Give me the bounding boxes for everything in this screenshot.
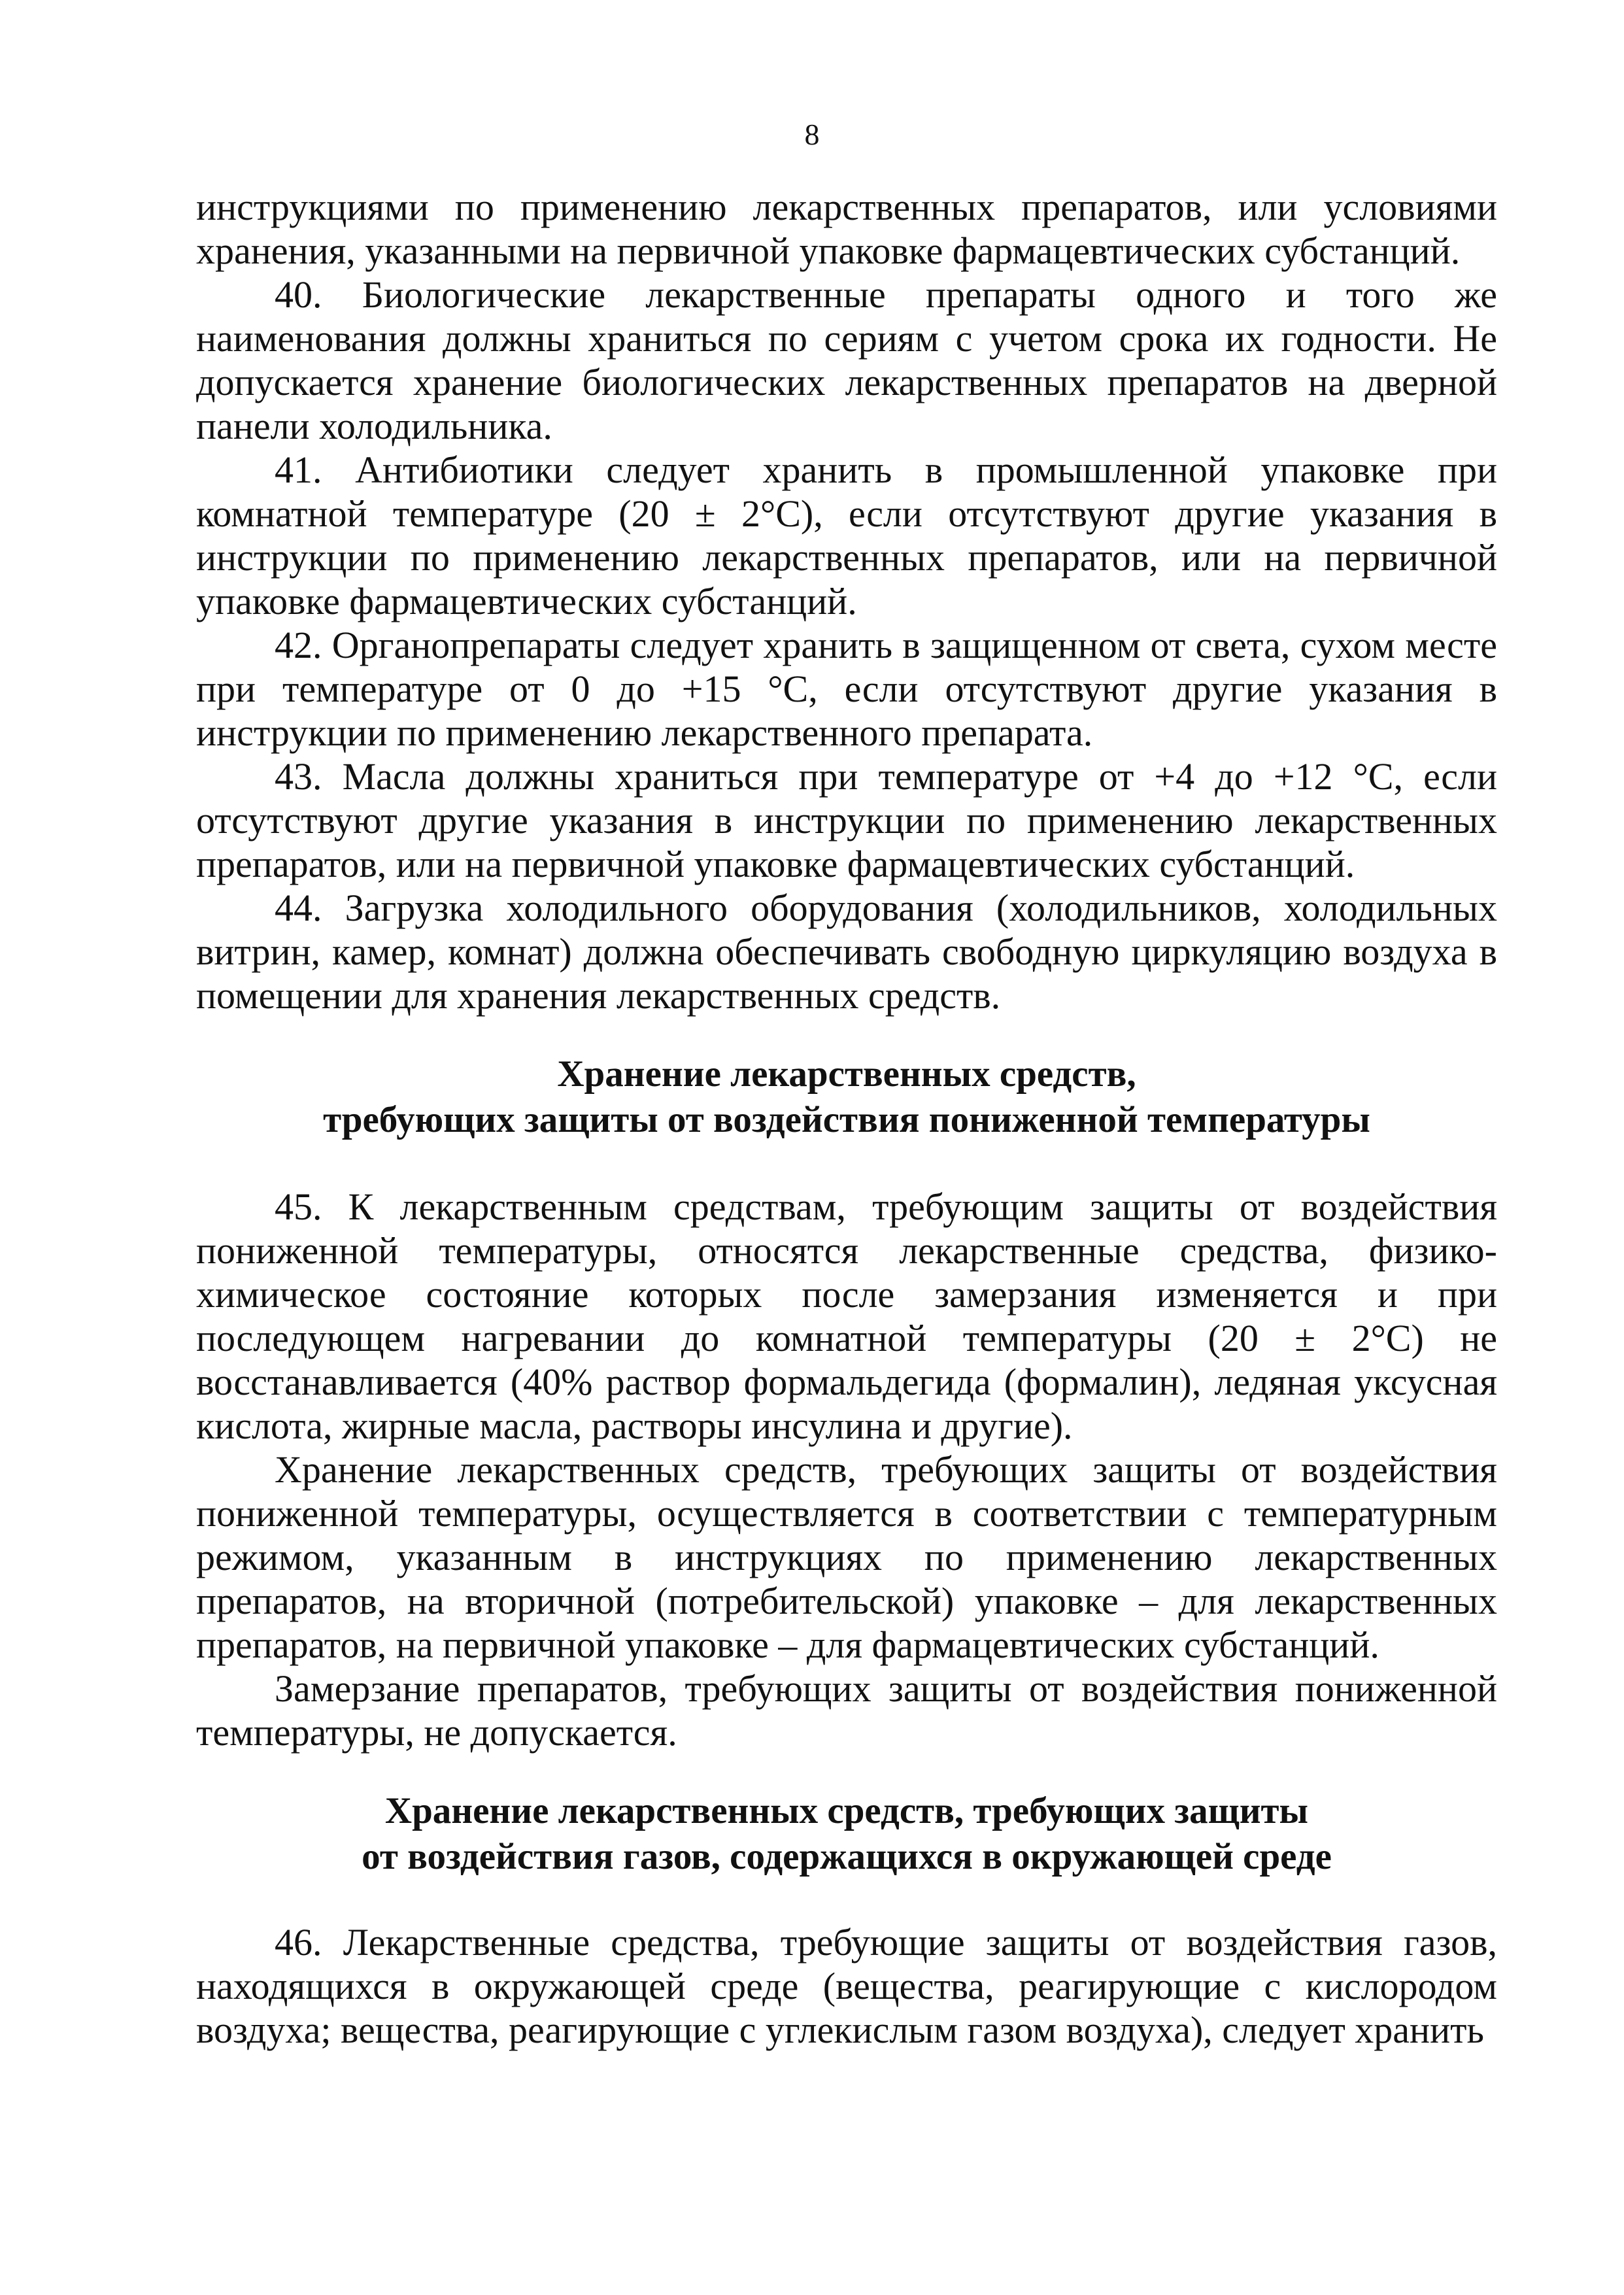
paragraph-43: 43. Масла должны храниться при температуре от +4 до +12 °С, если отсутствуют другие указания в инструкции по применению лекарственных препаратов, или на первичной упаковке фармацевтических субстанций.: [196, 755, 1497, 885]
paragraph-freezing-prohibited: Замерзание препаратов, требующих защиты от воздействия пониженной температуры, не допускается.: [196, 1667, 1497, 1754]
section-heading-gases: [196, 1788, 1497, 1880]
body-text-part2: [196, 1185, 1497, 1754]
paragraph-40: 40. Биологические лекарственные препараты одного и того же наименования должны храниться по сериям с учетом срока их годности. Не допускается хранение биологических лекарственных препаратов на дверной панели холодильника.: [196, 273, 1497, 447]
body-text-part3: [196, 1920, 1497, 2052]
paragraph-44: 44. Загрузка холодильного оборудования (холодильников, холодильных витрин, камер, комнат) должна обеспечивать свободную циркуляцию воздуха в помещении для хранения лекарственных средств.: [196, 887, 1497, 1017]
page-number: 8: [804, 118, 820, 151]
heading-line: требующих защиты от воздействия пониженной температуры: [323, 1099, 1370, 1140]
heading-line: Хранение лекарственных средств,: [557, 1053, 1136, 1095]
heading-line: от воздействия газов, содержащихся в окружающей среде: [362, 1836, 1332, 1877]
paragraph-46: 46. Лекарственные средства, требующие защиты от воздействия газов, находящихся в окружающей среде (вещества, реагирующие с кислородом воздуха; вещества, реагирующие с углекислым газом воздуха), следует хранить: [196, 1921, 1497, 2051]
body-text-part1: [196, 185, 1497, 1017]
section-heading-low-temperature: [196, 1051, 1497, 1143]
paragraph-continuation: инструкциями по применению лекарственных препаратов, или условиями хранения, указанными на первичной упаковке фармацевтических субстанций.: [196, 186, 1497, 272]
heading-line: Хранение лекарственных средств, требующих защиты: [384, 1790, 1309, 1831]
paragraph-41: 41. Антибиотики следует хранить в промышленной упаковке при комнатной температуре (20 ± 2°С), если отсутствуют другие указания в инструкции по применению лекарственных препаратов, или на первичной упаковке фармацевтических субстанций.: [196, 449, 1497, 622]
paragraph-storage-low-temperature: Хранение лекарственных средств, требующих защиты от воздействия пониженной температуры, осуществляется в соответствии с температурным режимом, указанным в инструкциях по применению лекарственных препаратов, на вторичной (потребительской) упаковке – для лекарственных препаратов, на первичной упаковке – для фармацевтических субстанций.: [196, 1448, 1497, 1666]
paragraph-42: 42. Органопрепараты следует хранить в защищенном от света, сухом месте при температуре от 0 до +15 °С, если отсутствуют другие указания в инструкции по применению лекарственного препарата.: [196, 624, 1497, 754]
paragraph-45: 45. К лекарственным средствам, требующим защиты от воздействия пониженной температуры, относятся лекарственные средства, физико-химическое состояние которых после замерзания изменяется и при последующем нагревании до комнатной температуры (20 ± 2°С) не восстанавливается (40% раствор формальдегида (формалин), ледяная уксусная кислота, жирные масла, растворы инсулина и другие).: [196, 1185, 1497, 1447]
